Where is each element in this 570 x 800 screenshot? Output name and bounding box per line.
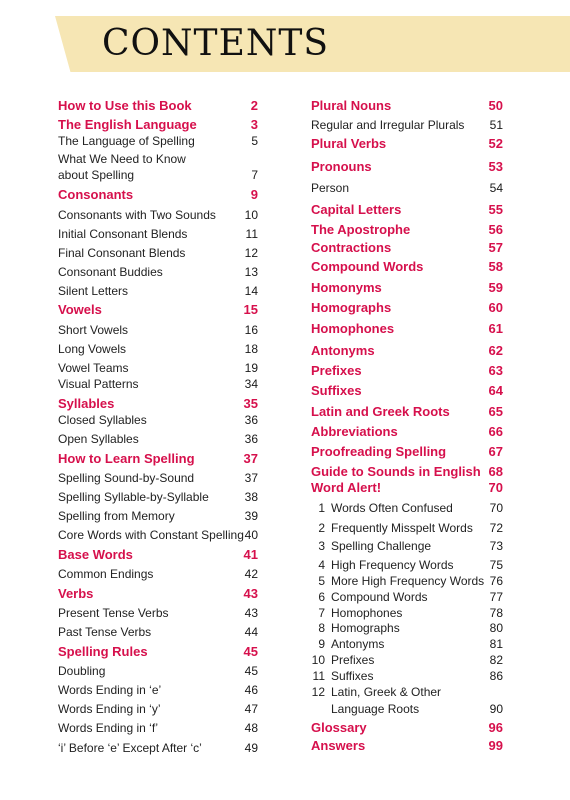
toc-entry-title: Antonyms [311, 343, 375, 358]
toc-entry: Spelling from Memory 39 [58, 509, 258, 523]
toc-entry-title [311, 683, 441, 701]
toc-entry: Open Syllables 36 [58, 432, 258, 446]
toc-entry-title [311, 519, 473, 537]
toc-entry: Visual Patterns 34 [58, 377, 258, 391]
toc-entry: ‘i’ Before ‘e’ Except After ‘c’ 49 [58, 741, 258, 755]
toc-heading: Verbs 43 [58, 586, 258, 601]
toc-entry: about Spelling 7 [58, 168, 258, 182]
toc-entry: Regular and Irregular Plurals 51 [311, 118, 503, 132]
toc-entry-number: 9 [318, 637, 325, 651]
toc-entry-title: Words Ending in ‘e’ [58, 683, 162, 697]
toc-heading: Capital Letters 55 [311, 202, 503, 217]
toc-entry-number: 2 [318, 521, 325, 535]
toc-entry-title: Capital Letters [311, 202, 402, 217]
toc-entry: 9 Antonyms 81 [311, 635, 515, 653]
toc-entry-title: The Language of Spelling [58, 134, 195, 148]
toc-entry-title: Closed Syllables [58, 413, 147, 427]
toc-entry-title: Contractions [311, 240, 392, 255]
toc-entry-title: Vowel Teams [58, 361, 129, 375]
toc-entry-text: Prefixes [331, 653, 375, 667]
page-title: CONTENTS [102, 23, 330, 64]
toc-heading: Latin and Greek Roots 65 [311, 404, 503, 419]
toc-entry [311, 683, 515, 701]
toc-entry-title: Plural Nouns [311, 98, 392, 113]
toc-entry-title: Present Tense Verbs [58, 606, 169, 620]
toc-entry: Words Ending in ‘y’ 47 [58, 702, 258, 716]
toc-entry-title: Words Ending in ‘y’ [58, 702, 161, 716]
toc-entry: Long Vowels 18 [58, 342, 258, 356]
toc-entry-title: Prefixes [311, 363, 362, 378]
toc-entry-title: Consonants with Two Sounds [58, 208, 216, 222]
toc-entry: Words Ending in ‘f’ 48 [58, 721, 258, 735]
toc-entry-number: 5 [318, 574, 325, 588]
toc-entry-title: Regular and Irregular Plurals [311, 118, 465, 132]
toc-entry-title: Proofreading Spelling [311, 444, 447, 459]
toc-entry-title: Core Words with Constant Spelling [58, 528, 244, 542]
toc-heading: The English Language 3 [58, 117, 258, 132]
toc-entry-number: 12 [311, 685, 325, 699]
toc-heading: Proofreading Spelling 67 [311, 444, 503, 459]
toc-entry-title: Silent Letters [58, 284, 129, 298]
toc-entry: 2 Frequently Misspelt Words 72 [311, 519, 515, 537]
toc-entry: 7 Homophones 78 [311, 604, 515, 622]
toc-heading: Plural Nouns 50 [311, 98, 503, 113]
toc-entry: 11 Suffixes 86 [312, 669, 503, 683]
toc-entry-number: 6 [318, 590, 325, 604]
toc-entry: Short Vowels 16 [58, 323, 258, 337]
toc-entry-title: How to Use this Book [58, 98, 192, 113]
toc-entry-text: Compound Words [331, 590, 428, 604]
toc-entry: Initial Consonant Blends 11 [58, 227, 258, 241]
toc-heading: Suffixes 64 [311, 383, 503, 398]
toc-entry-title: Spelling Syllable-by-Syllable [58, 490, 209, 504]
toc-heading: How to Learn Spelling 37 [58, 451, 258, 466]
toc-entry: Common Endings 42 [58, 567, 258, 581]
toc-entry-title: Open Syllables [58, 432, 139, 446]
toc-entry-title: Words Ending in ‘f’ [58, 721, 159, 735]
toc-entry-title: about Spelling [58, 168, 135, 182]
toc-entry-title: Person [311, 181, 350, 195]
toc-entry-text: Antonyms [331, 637, 385, 651]
toc-entry: Spelling Sound-by-Sound 37 [58, 471, 258, 485]
toc-heading: Syllables 35 [58, 396, 258, 411]
toc-heading: Antonyms 62 [311, 343, 503, 358]
toc-entry: Present Tense Verbs 43 [58, 606, 258, 620]
toc-entry: Consonant Buddies 13 [58, 265, 258, 279]
toc-entry: Core Words with Constant Spelling 40 [58, 528, 258, 542]
toc-entry-text: Spelling Challenge [331, 539, 432, 553]
toc-entry-title: Consonants [58, 187, 134, 202]
toc-entry-title: Doubling [58, 664, 106, 678]
toc-entry-text: Words Often Confused [331, 501, 453, 515]
contents-left-column [58, 0, 263, 800]
toc-entry: Past Tense Verbs 44 [58, 625, 258, 639]
toc-entry-title: Glossary [311, 720, 367, 735]
toc-entry-title: Base Words [58, 547, 133, 562]
toc-entry: 4 High Frequency Words 75 [311, 556, 515, 574]
toc-entry-text: Latin, Greek & Other [331, 685, 442, 699]
toc-heading: Spelling Rules 45 [58, 644, 258, 659]
toc-heading: Homophones 61 [311, 321, 503, 336]
toc-heading: Guide to Sounds in English 68 [311, 464, 503, 479]
toc-heading: Plural Verbs 52 [311, 136, 503, 151]
toc-entry-title: Spelling from Memory [58, 509, 175, 523]
toc-entry-title: Visual Patterns [58, 377, 139, 391]
toc-entry-text: Frequently Misspelt Words [331, 521, 473, 535]
toc-entry-title: Short Vowels [58, 323, 129, 337]
toc-heading: Consonants 9 [58, 187, 258, 202]
toc-entry-text: Homographs [331, 621, 400, 635]
toc-entry-text: High Frequency Words [331, 558, 454, 572]
toc-entry-number: 8 [318, 621, 325, 635]
toc-heading: Word Alert! 70 [311, 480, 503, 495]
toc-entry-title: What We Need to Know [58, 152, 186, 166]
toc-heading: Homonyms 59 [311, 280, 503, 295]
toc-entry-title: Spelling Sound-by-Sound [58, 471, 195, 485]
toc-entry-title: The English Language [58, 117, 197, 132]
toc-entry: Consonants with Two Sounds 10 [58, 208, 258, 222]
toc-entry: Final Consonant Blends 12 [58, 246, 258, 260]
toc-entry: 8 Homographs 80 [311, 619, 515, 637]
toc-entry-title: Verbs [58, 586, 94, 601]
toc-entry-number: 10 [311, 653, 325, 667]
toc-entry-title: Pronouns [311, 159, 372, 174]
toc-entry: 3 Spelling Challenge 73 [311, 537, 515, 555]
toc-entry: 1 Words Often Confused 70 [311, 499, 515, 517]
toc-entry-text: More High Frequency Words [331, 574, 485, 588]
toc-entry-title: The Apostrophe [311, 222, 411, 237]
toc-entry-title: Answers [311, 738, 366, 753]
toc-entry: 5 More High Frequency Words 76 [311, 572, 515, 590]
toc-entry-text: Suffixes [331, 669, 374, 683]
toc-entry-title: Compound Words [311, 259, 424, 274]
toc-entry-title [311, 499, 453, 517]
toc-entry-title: Syllables [58, 396, 115, 411]
toc-heading: Abbreviations 66 [311, 424, 503, 439]
toc-entry: 6 Compound Words 77 [311, 588, 515, 606]
toc-entry-title: Language Roots [331, 702, 420, 716]
toc-entry: Language Roots 90 [331, 702, 503, 716]
contents-right-column [311, 0, 515, 800]
toc-entry-title: Past Tense Verbs [58, 625, 152, 639]
toc-entry-title: Latin and Greek Roots [311, 404, 450, 419]
toc-heading: Compound Words 58 [311, 259, 503, 274]
toc-entry-number: 4 [318, 558, 325, 572]
toc-entry-title: Initial Consonant Blends [58, 227, 188, 241]
toc-entry-title [311, 537, 431, 555]
toc-entry-title: Homophones [311, 321, 395, 336]
toc-entry-number: 7 [318, 606, 325, 620]
toc-entry-title: Spelling Rules [58, 644, 148, 659]
toc-heading: Contractions 57 [311, 240, 503, 255]
toc-heading: Pronouns 53 [311, 159, 503, 174]
toc-heading: Glossary 96 [311, 720, 503, 735]
toc-entry: Words Ending in ‘e’ 46 [58, 683, 258, 697]
toc-heading: How to Use this Book 2 [58, 98, 258, 113]
toc-entry: Closed Syllables 36 [58, 413, 258, 427]
toc-entry: Vowel Teams 19 [58, 361, 258, 375]
toc-entry-title: Consonant Buddies [58, 265, 163, 279]
toc-entry-text: Homophones [331, 606, 403, 620]
toc-heading: Base Words 41 [58, 547, 258, 562]
toc-entry-title: Final Consonant Blends [58, 246, 186, 260]
toc-entry-title: Common Endings [58, 567, 154, 581]
toc-entry-title: Homographs [311, 300, 392, 315]
toc-entry-title: ‘i’ Before ‘e’ Except After ‘c’ [58, 741, 202, 755]
toc-heading: The Apostrophe 56 [311, 222, 503, 237]
toc-entry-number: 1 [318, 501, 325, 515]
toc-entry: Person 54 [311, 181, 503, 195]
toc-entry-title: Abbreviations [311, 424, 398, 439]
toc-entry-number: 3 [318, 539, 325, 553]
toc-entry: Spelling Syllable-by-Syllable 38 [58, 490, 258, 504]
toc-entry: Doubling 45 [58, 664, 258, 678]
toc-entry-number: 11 [312, 669, 325, 683]
toc-heading: Homographs 60 [311, 300, 503, 315]
toc-entry-title: Plural Verbs [311, 136, 387, 151]
toc-entry: 10 Prefixes 82 [311, 653, 503, 667]
toc-entry-title: Vowels [58, 302, 102, 317]
toc-entry-title: Suffixes [311, 383, 362, 398]
toc-entry: The Language of Spelling 5 [58, 134, 258, 148]
toc-entry-title: Long Vowels [58, 342, 127, 356]
toc-heading: Vowels 15 [58, 302, 258, 317]
toc-entry-title: Guide to Sounds in English [311, 464, 481, 479]
toc-entry: Silent Letters 14 [58, 284, 258, 298]
toc-entry-title: Word Alert! [311, 480, 382, 495]
toc-heading: Answers 99 [311, 738, 503, 753]
toc-entry-title: Homonyms [311, 280, 382, 295]
toc-entry-title: How to Learn Spelling [58, 451, 195, 466]
toc-heading: Prefixes 63 [311, 363, 503, 378]
